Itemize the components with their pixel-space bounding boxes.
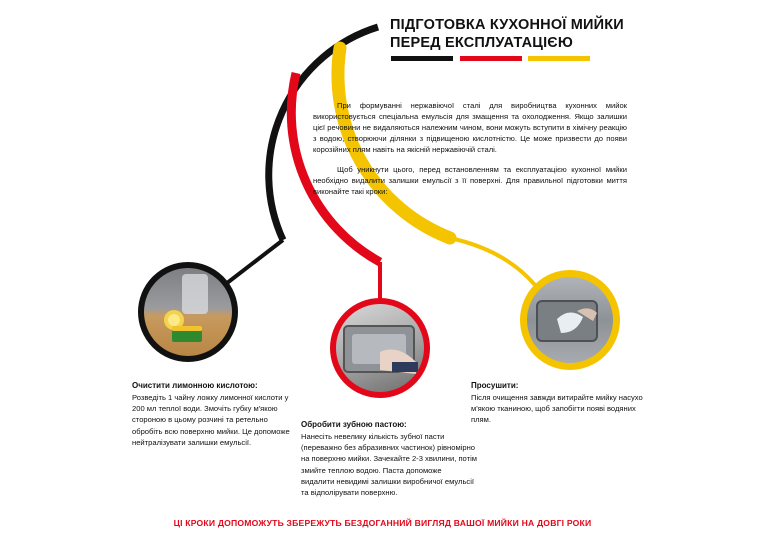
title-line-2: ПЕРЕД ЕКСПЛУАТАЦІЄЮ xyxy=(390,35,573,51)
sink-paste-photo xyxy=(330,298,430,398)
title-line-1: ПІДГОТОВКА КУХОННОЇ МИЙКИ xyxy=(390,17,624,33)
cloth-icon xyxy=(527,277,613,363)
step-2-text: Нанесіть невелику кількість зубної пасти (переважно без абразивних частинок) рівномірно на поверхню мийки. Зачекайте 2-3 хвилини, потім змийте теплою водою. Паста допоможе видалити невидимі залишки виробничої емульсії та відполірувати поверхню. xyxy=(301,432,477,498)
lemon-sponge-photo xyxy=(138,262,238,362)
step-1-text: Розведіть 1 чайну ложку лимонної кислоти у 200 мл теплої води. Змочіть губку м'якою стороною в цьому розчині та ретельно обробіть всю поверхню мийки. Це допоможе нейтралізувати залишки емульсії. xyxy=(132,393,290,447)
intro-paragraph-2: Щоб уникнути цього, перед встановленням та експлуатацією кухонної мийки необхідно видалити залишки емульсії з її поверхні. Для правильної підготовки миття виконайте такі кроки: xyxy=(313,165,627,196)
yellow-arc-tail xyxy=(450,238,535,285)
sink-icon xyxy=(336,304,424,392)
yellow-underline xyxy=(528,56,590,61)
step-2-title: Обробити зубною пастою: xyxy=(301,420,407,429)
intro-text xyxy=(313,100,627,206)
black-underline xyxy=(391,56,453,61)
step-1-title: Очистити лимонною кислотою: xyxy=(132,381,258,390)
step-3-title: Просушити: xyxy=(471,381,519,390)
wiping-sink-photo xyxy=(520,270,620,370)
footer-banner: ЦІ КРОКИ ДОПОМОЖУТЬ ЗБЕРЕЖУТЬ БЕЗДОГАННИЙ ВИГЛЯД ВАШОЇ МИЙКИ НА ДОВГІ РОКИ xyxy=(173,518,592,528)
page-title xyxy=(390,16,650,52)
red-underline xyxy=(460,56,522,61)
lemon-icon xyxy=(144,268,232,356)
intro-paragraph-1: При формуванні нержавіючої сталі для виробництва кухонних мийок використовується спеціальна емульсія для змащення та охолодження. Якщо залишки цієї речовини не видаляються належним чином, вони можуть вступити в хімічну реакцію з водою, створюючи ділянки з підвищеною кислотністю. Це може призвести до появи корозійних плям навіть на якісній нержавіючій сталі. xyxy=(313,101,627,154)
step-3-text: Після очищення завжди витирайте мийку насухо м'якою тканиною, щоб запобігти появі водяних плям. xyxy=(471,393,643,425)
